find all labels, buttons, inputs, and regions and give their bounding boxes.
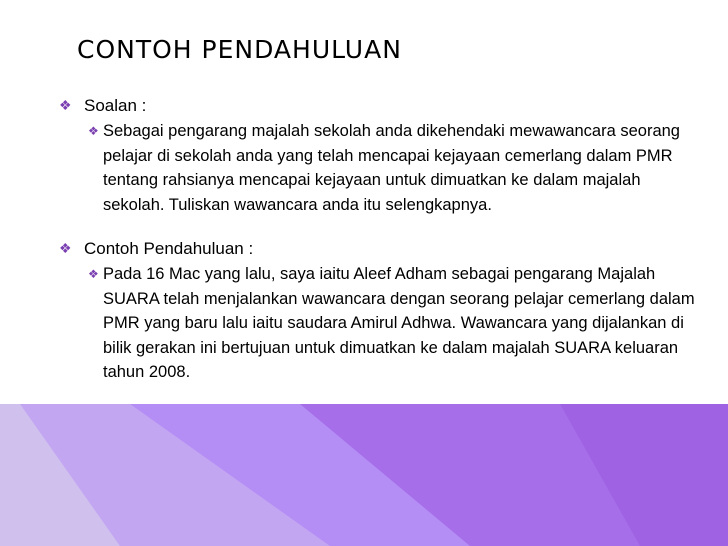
sub-bullet-text: Sebagai pengarang majalah sekolah anda dikehendaki mewawancara seorang pelajar di sekolah anda yang telah mencapai kejayaan cemerlang dalam PMR tentang rahsianya mencapai kejayaan untuk dimuatkan ke dalam majalah sekolah. Tuliskan wawancara anda itu selengkapnya.: [103, 122, 680, 214]
bullet-label: Soalan :: [84, 96, 147, 115]
diamond-bullet-icon: ❖: [88, 267, 99, 281]
diamond-bullet-icon: ❖: [88, 124, 99, 138]
bullet-label: Contoh Pendahuluan :: [84, 239, 254, 258]
sub-bullet-example: [86, 262, 699, 385]
diamond-bullet-icon: ❖: [59, 97, 72, 113]
bullet-contoh-pendahuluan: [59, 237, 699, 260]
bullet-soalan: [59, 94, 699, 117]
page-title: CONTOH PENDAHULUAN: [77, 35, 402, 64]
diamond-bullet-icon: ❖: [59, 240, 72, 256]
sub-bullet-text: Pada 16 Mac yang lalu, saya iaitu Aleef Adham sebagai pengarang Majalah SUARA telah menjalankan wawancara dengan seorang pelajar cemerlang dalam PMR yang baru lalu iaitu saudara Amirul Adhwa. Wawancara yang dijalankan di bilik gerakan ini bertujuan untuk dimuatkan ke dalam majalah SUARA keluaran tahun 2008.: [103, 265, 695, 381]
slide-content: [59, 94, 699, 385]
sub-bullet-question: [86, 119, 699, 217]
